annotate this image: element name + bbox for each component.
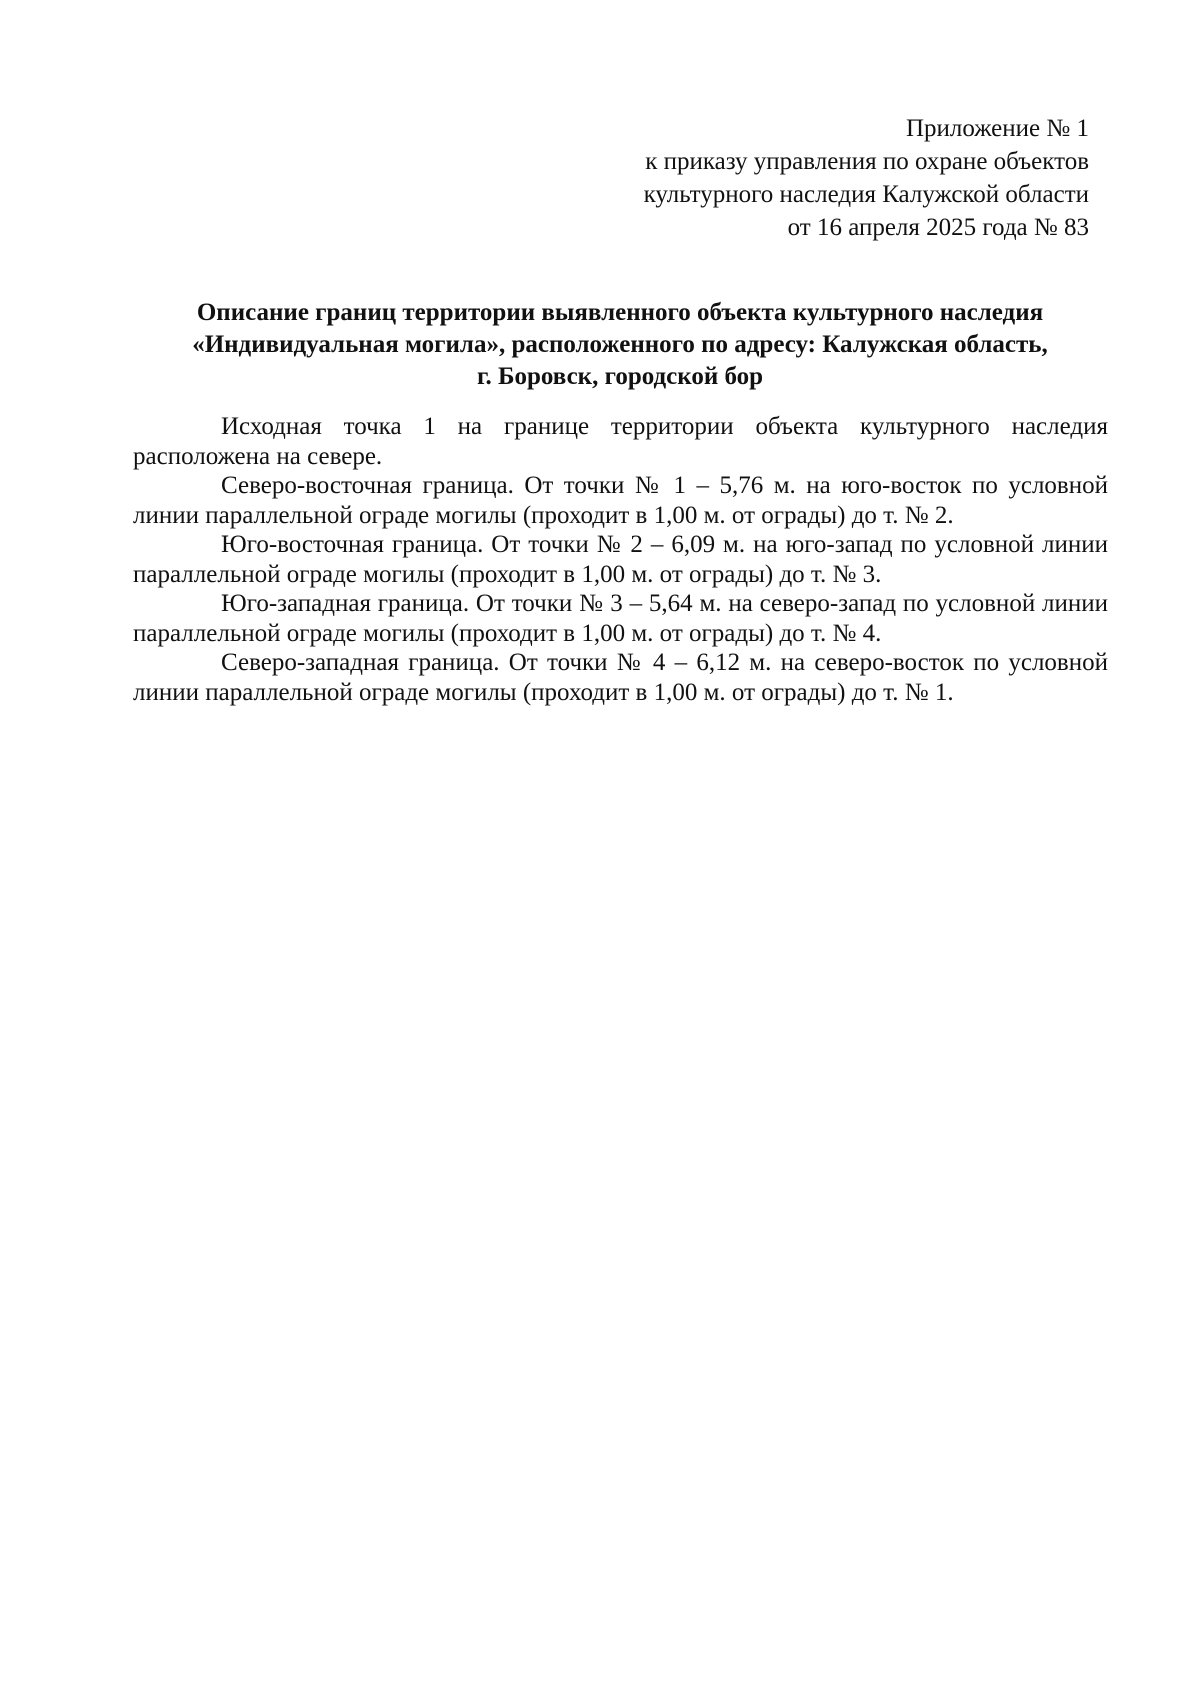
paragraph-northeast-boundary: Северо-восточная граница. От точки № 1 – 5,76 м. на юго-восток по условной линии параллельной ограде могилы (проходит в 1,00 м. от ограды) до т. № 2. bbox=[133, 472, 1108, 529]
document-title-line-3: г. Боровск, городской бор bbox=[476, 363, 764, 390]
paragraph-southeast-boundary: Юго-восточная граница. От точки № 2 – 6,09 м. на юго-запад по условной линии параллельной ограде могилы (проходит в 1,00 м. от ограды) до т. № 3. bbox=[133, 531, 1108, 588]
order-reference-line-1: к приказу управления по охране объектов bbox=[645, 148, 1089, 175]
document-body bbox=[133, 412, 1108, 707]
document-title-line-2: «Индивидуальная могила», расположенного по адресу: Калужская область, bbox=[192, 331, 1048, 358]
document-title-line-1: Описание границ территории выявленного объекта культурного наследия bbox=[196, 299, 1044, 326]
paragraph-starting-point: Исходная точка 1 на границе территории объекта культурного наследия расположена на севере. bbox=[133, 413, 1108, 470]
order-reference-line-2: культурного наследия Калужской области bbox=[643, 181, 1089, 208]
paragraph-northwest-boundary: Северо-западная граница. От точки № 4 – 6,12 м. на северо-восток по условной линии параллельной ограде могилы (проходит в 1,00 м. от ограды) до т. № 1. bbox=[133, 649, 1108, 706]
paragraph-southwest-boundary: Юго-западная граница. От точки № 3 – 5,64 м. на северо-запад по условной линии параллельной ограде могилы (проходит в 1,00 м. от ограды) до т. № 4. bbox=[133, 590, 1108, 647]
document-title bbox=[135, 297, 1105, 393]
order-date: от 16 апреля 2025 года № 83 bbox=[787, 214, 1089, 241]
appendix-number: Приложение № 1 bbox=[905, 115, 1089, 142]
appendix-header bbox=[529, 112, 1089, 244]
